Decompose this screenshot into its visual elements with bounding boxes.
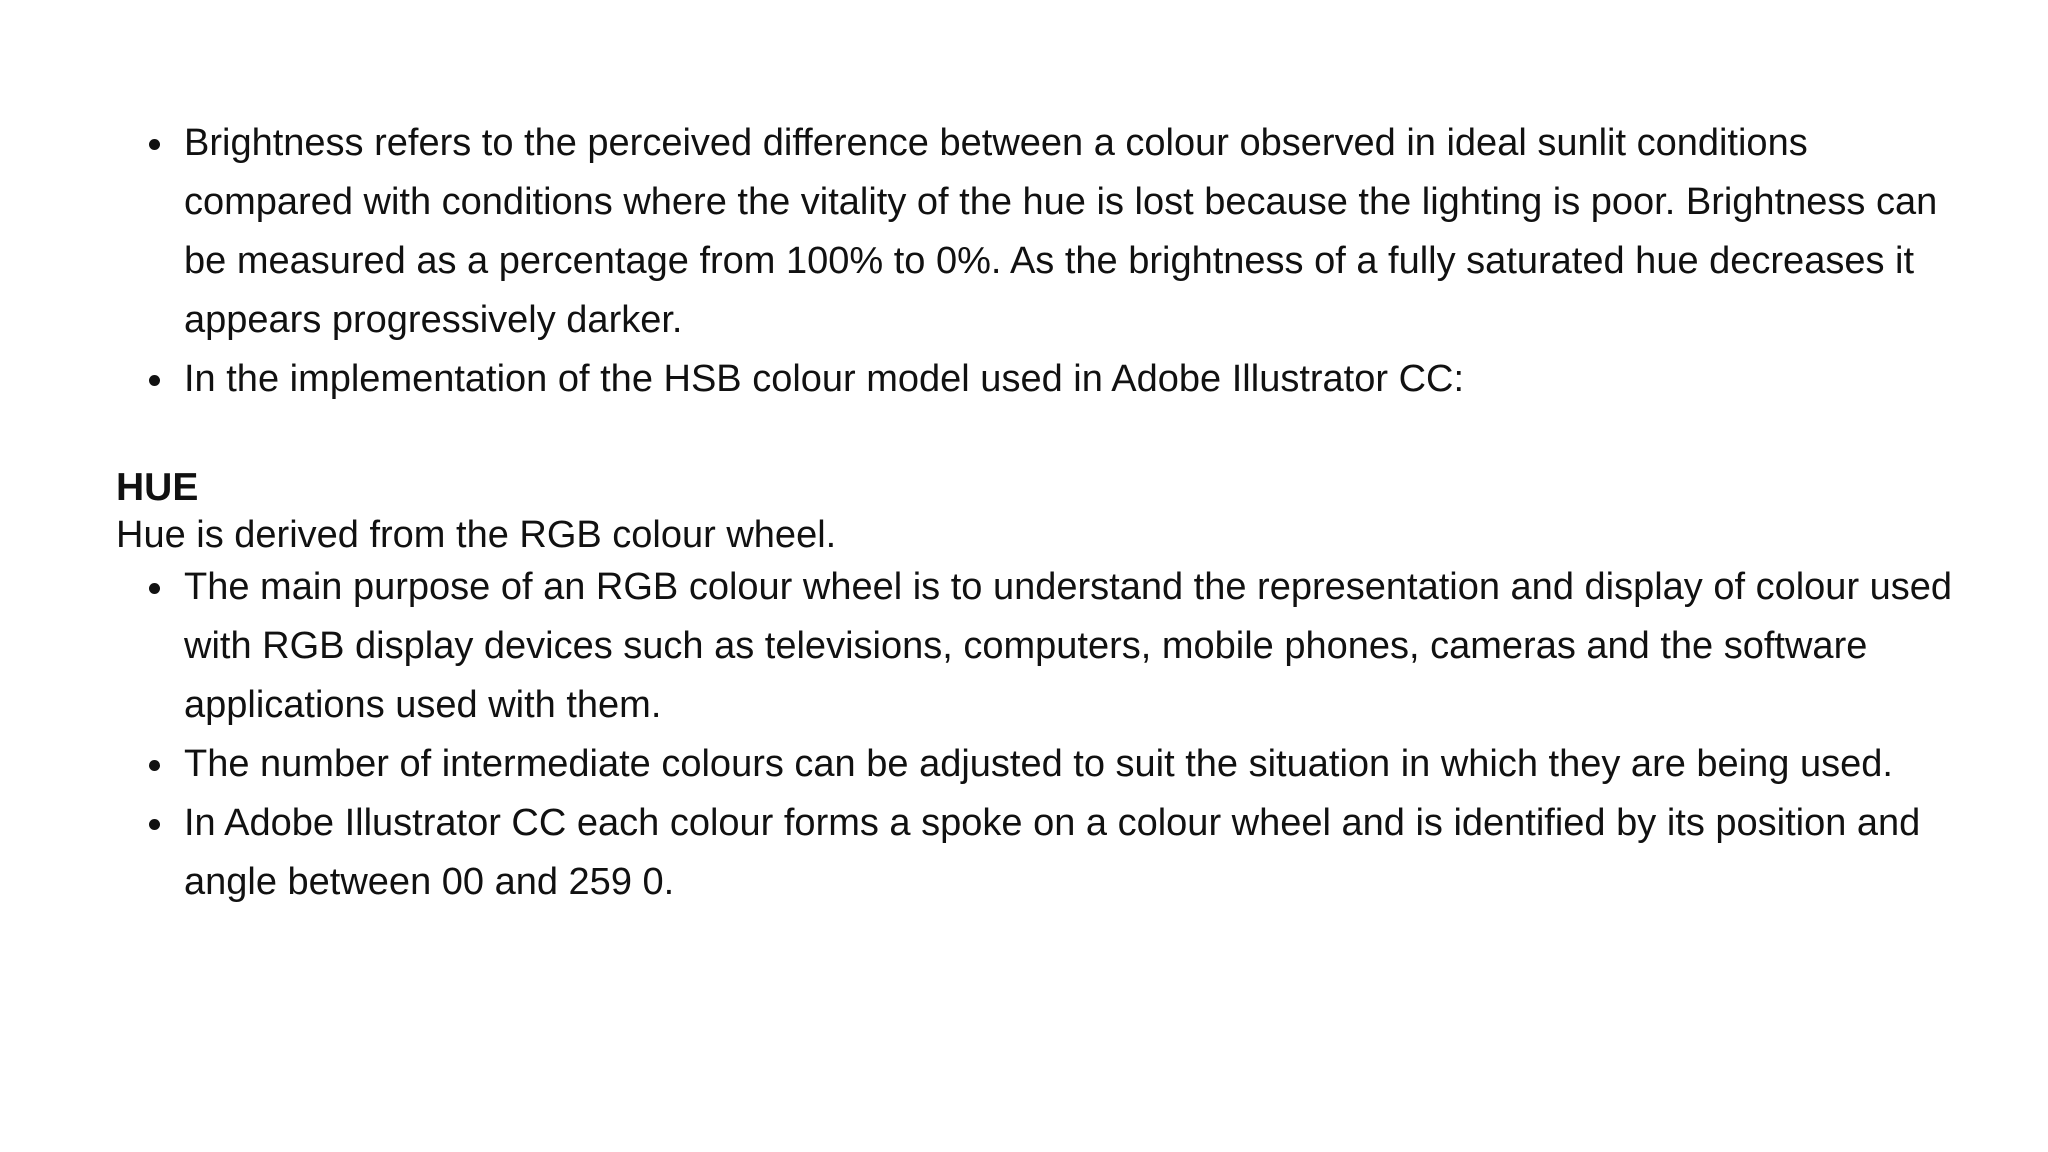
document-page (116, 114, 1976, 912)
implementation-list (116, 350, 1976, 409)
list-item (184, 794, 1976, 912)
list-item-text: In Adobe Illustrator CC each colour forms a spoke on a colour wheel and is identified by its position and angle between 00 and 259 0. (184, 802, 1921, 903)
hue-list (116, 558, 1976, 912)
list-item-text: Brightness refers to the perceived difference between a colour observed in ideal sunlit conditions compared with conditions where the vitality of the hue is lost because the lighting is poor. Brightness can be measured as a percentage from 100% to 0%. As the brightness of a fully saturated hue decreases it appears progressively darker. (184, 122, 1938, 341)
bullet-icon (149, 375, 160, 386)
hue-paragraph: Hue is derived from the RGB colour wheel. (116, 514, 837, 556)
bullet-icon (149, 139, 160, 150)
hue-heading: HUE (116, 466, 199, 509)
list-item (184, 735, 1976, 794)
bullet-icon (149, 819, 160, 830)
bullet-icon (149, 583, 160, 594)
list-item-text: In the implementation of the HSB colour model used in Adobe Illustrator CC: (184, 358, 1465, 400)
list-item-text: The main purpose of an RGB colour wheel is to understand the representation and display of colour used with RGB display devices such as televisions, computers, mobile phones, cameras and the software applications used with them. (184, 566, 1953, 726)
brightness-list (116, 114, 1976, 350)
list-item (184, 558, 1976, 735)
list-item-text: The number of intermediate colours can be adjusted to suit the situation in which they are being used. (184, 743, 1893, 785)
list-item (184, 114, 1976, 350)
bullet-icon (149, 760, 160, 771)
list-item (184, 350, 1976, 409)
